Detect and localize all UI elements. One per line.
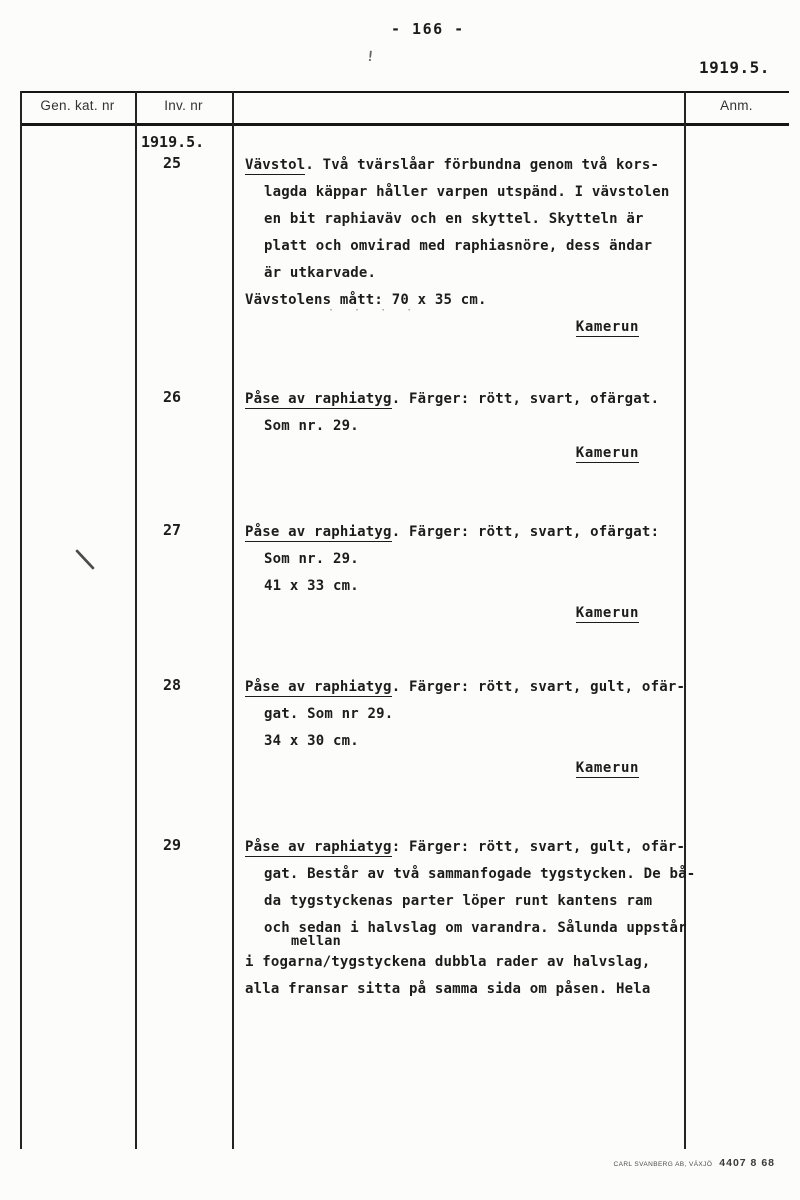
origin-line [245, 314, 685, 341]
entry-text [245, 674, 685, 782]
entry-line: da tygstyckenas parter löper runt kantens ram [264, 893, 653, 909]
entry-text [245, 386, 685, 467]
object-term: Påse av raphiatyg [245, 391, 392, 407]
origin-label: Kamerun [575, 605, 639, 621]
origin-label: Kamerun [575, 760, 639, 776]
entry-line: en bit raphiaväv och en skyttel. Skytteln är [264, 211, 644, 227]
column-header-gen-kat-nr: Gen. kat. nr [40, 98, 115, 113]
page-number: - 166 - [391, 20, 465, 38]
entry-line-text: . Färger: rött, svart, ofärgat. [391, 391, 660, 407]
entry-line: och sedan i halvslag om varandra. Sålunda uppstår [264, 920, 687, 936]
entry-line-text: . Färger: rött, svart, ofärgat: [391, 524, 660, 540]
entry-line: platt och omvirad med raphiasnöre, dess ändar [264, 238, 653, 254]
origin-line [245, 440, 685, 467]
entry-line: gat. Består av två sammanfogade tygstycken. De bå- [264, 866, 696, 882]
column-header-inv-nr: Inv. nr [164, 98, 203, 113]
printer-name: CARL SVANBERG AB, VÄXJÖ [613, 1161, 713, 1168]
inventory-number: 25 [162, 154, 182, 172]
catalog-reference: 1919.5. [699, 58, 770, 77]
entry-line: gat. Som nr 29. [264, 706, 394, 722]
origin-line [245, 600, 685, 627]
printer-imprint [520, 1157, 775, 1169]
inventory-number: 29 [162, 836, 182, 854]
origin-label: Kamerun [575, 319, 639, 335]
table-left-border [20, 91, 22, 1149]
entry-text [245, 152, 685, 341]
entry-line-text: : Färger: rött, svart, gult, ofär- [391, 839, 686, 855]
table-column-rule-1 [135, 91, 137, 1149]
inventory-number: 26 [162, 388, 182, 406]
table-column-rule-2 [232, 91, 234, 1149]
entry-line: lagda käppar håller varpen utspänd. I vävstolen [264, 184, 670, 200]
entry-text [245, 519, 685, 627]
entry-line-text: i fogarna/ [245, 954, 332, 970]
object-term: Påse av raphiatyg [245, 679, 392, 695]
entry-line-text: . Färger: rött, svart, gult, ofär- [391, 679, 686, 695]
entry-line-text: . Två tvärslåar förbundna genom två kors- [305, 157, 660, 173]
inventory-number: 27 [162, 521, 182, 539]
object-term: Vävstol [245, 157, 306, 173]
inventory-group-number: 1919.5. [141, 133, 205, 151]
column-header-anm: Anm. [720, 98, 753, 113]
object-term: Påse av raphiatyg [245, 839, 392, 855]
typed-insertion-word: mellan [291, 933, 341, 949]
entry-line [245, 834, 685, 861]
entry-line: är utkarvade. [264, 265, 377, 281]
entry-line: 41 x 33 cm. [264, 578, 359, 594]
printer-code: 4407 8 68 [719, 1157, 775, 1169]
entry-line [245, 674, 685, 701]
origin-line [245, 755, 685, 782]
origin-label: Kamerun [575, 445, 639, 461]
ink-mark-diagonal [75, 549, 95, 570]
entry-line: Som nr. 29. [264, 418, 359, 434]
entry-line: Som nr. 29. [264, 551, 359, 567]
scan-smudge-dots: · · · · [328, 305, 420, 316]
entry-line [245, 519, 685, 546]
entry-line-with-insertion [245, 933, 685, 976]
ink-mark-exclamation: ! [365, 48, 376, 66]
entry-text [245, 834, 696, 1003]
entry-line-text: tygstyckena dubbla rader av halvslag, [331, 954, 651, 970]
entry-line: alla fransar sitta på samma sida om påsen. Hela [245, 981, 651, 997]
inventory-number: 28 [162, 676, 182, 694]
entry-line [245, 386, 685, 413]
entry-line [245, 152, 685, 179]
entry-line: 34 x 30 cm. [264, 733, 359, 749]
object-term: Påse av raphiatyg [245, 524, 392, 540]
entry-measure-line: Vävstolens mått: 70 x 35 cm. [245, 292, 487, 308]
